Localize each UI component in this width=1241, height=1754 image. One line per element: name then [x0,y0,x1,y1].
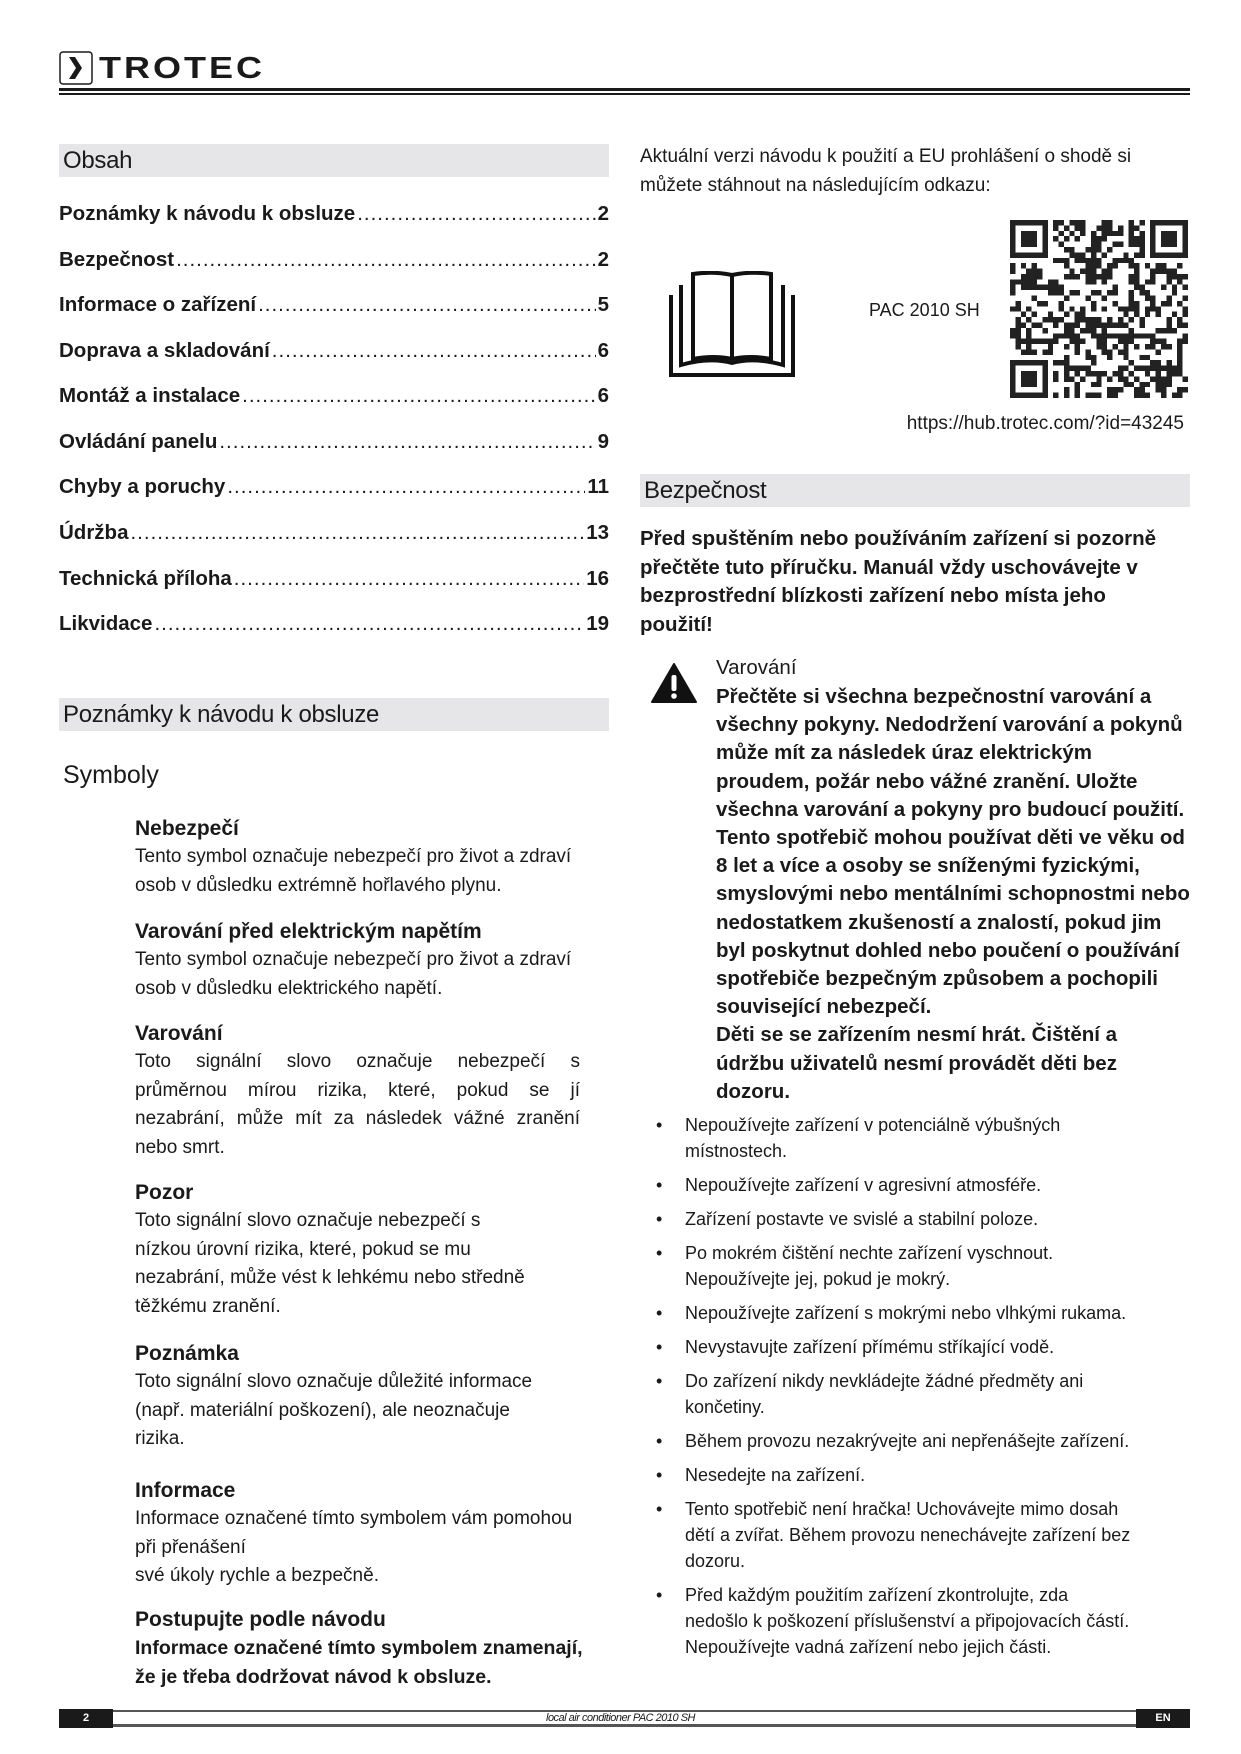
toc-leader-dots [176,248,596,272]
footer-doc-title: local air conditioner PAC 2010 SH [546,1712,695,1724]
toc-item-label: Chyby a poruchy [59,475,226,498]
symbol-description: Tento symbol označuje nebezpečí pro život a zdraví osob v důsledku elektrického napětí. [135,949,572,999]
toc-item[interactable] [59,293,609,319]
symbol-description: Toto signální slovo označuje nebezpečí s průměrnou mírou rizika, které, pokud se jí nezabrání, může mít za následek vážné zranění nebo smrt. [135,1051,580,1158]
header-rule [59,88,1190,91]
toc-heading: Obsah [59,144,609,177]
symbol-title: Varování před elektrickým napětím [135,920,482,943]
toc-leader-dots [227,475,585,499]
toc-item[interactable] [59,567,609,593]
toc-item[interactable] [59,475,609,501]
toc-item[interactable] [59,430,609,456]
download-url-link[interactable]: https://hub.trotec.com/?id=43245 [906,413,1184,434]
toc-item-page: 16 [586,567,609,590]
symbol-description: Toto signální slovo označuje nebezpečí s nízkou úrovní rizika, které, pokud se mu nezabrání, může vést k lehkému nebo středně těžkému zranění. [135,1210,525,1317]
toc-item-label: Bezpečnost [59,248,175,271]
list-item: • Do zařízení nikdy nevkládejte žádné předměty ani končetiny. [656,1368,1130,1420]
trotec-logo [59,51,265,85]
footer-page-number: 2 [59,1709,113,1728]
toc-item[interactable] [59,248,609,274]
symbol-title: Poznámka [135,1342,239,1365]
electric-voltage-warning-icon [69,924,117,966]
list-item: • Nesedejte na zařízení. [656,1462,1130,1488]
logo-chevron-icon [59,51,93,85]
toc-item-page: 2 [597,202,609,225]
header-rule-thin [59,93,1190,95]
warning-triangle-icon [69,1026,117,1068]
notes-heading: Poznámky k návodu k obsluze [59,698,609,731]
symbol-title: Informace [135,1479,236,1502]
toc-item-label: Informace o zařízení [59,293,257,316]
toc-item[interactable] [59,339,609,365]
manual-book-icon [669,271,795,377]
download-text: Aktuální verzi návodu k použití a EU prohlášení o shodě si můžete stáhnout na následujícím odkazu: [640,146,1132,196]
toc-item-page: 2 [597,248,609,271]
list-item: • Nevystavujte zařízení přímému stříkající vodě. [656,1334,1130,1360]
toc-leader-dots [258,293,596,317]
toc-item-label: Ovládání panelu [59,430,218,453]
list-item: • Nepoužívejte zařízení s mokrými nebo vlhkými rukama. [656,1300,1130,1326]
list-item: • Po mokrém čištění nechte zařízení vyschnout. Nepoužívejte jej, pokud je mokrý. [656,1240,1130,1292]
toc-item-label: Doprava a skladování [59,339,270,362]
toc-item-page: 13 [586,521,609,544]
toc-item[interactable] [59,612,609,638]
toc-item-page: 9 [597,430,609,453]
symbol-description: Toto signální slovo označuje důležité informace (např. materiální poškození), ale neoznačuje rizika. [135,1371,533,1449]
symbol-description: Tento symbol označuje nebezpečí pro život a zdraví osob v důsledku extrémně hořlavého plynu. [135,846,572,896]
safety-intro: Před spuštěním nebo používáním zařízení si pozorně přečtěte tuto příručku. Manuál vždy uschovávejte v bezprostřední blízkosti zařízení nebo místa jeho použití! [640,527,1157,637]
toc-item-page: 5 [597,293,609,316]
warning-title: Varování [716,656,797,679]
toc-item[interactable] [59,384,609,410]
toc-leader-dots [272,339,596,363]
symbol-title: Pozor [135,1181,194,1204]
safety-heading: Bezpečnost [640,474,1190,507]
model-label: PAC 2010 SH [869,300,980,320]
symbols-heading: Symboly [63,761,159,789]
footer-language: EN [1136,1709,1190,1728]
toc-leader-dots [357,202,595,226]
symbol-title: Postupujte podle návodu [135,1608,386,1631]
list-item: • Tento spotřebič není hračka! Uchovávejte mimo dosah dětí a zvířat. Během provozu nenechávejte zařízení bez dozoru. [656,1496,1130,1574]
list-item: • Zařízení postavte ve svislé a stabilní poloze. [656,1206,1130,1232]
symbol-description: Informace označené tímto symbolem vám pomohou při přenášení své úkoly rychle a bezpečně. [135,1508,573,1586]
safety-bullet-list [656,1112,1130,1668]
toc-item-label: Údržba [59,521,129,544]
toc-item-page: 6 [597,384,609,407]
toc-item-page: 19 [586,612,609,635]
warning-text: Přečtěte si všechna bezpečnostní varování a všechny pokyny. Nedodržení varování a pokynů může mít za následek úraz elektrickým proudem, požár nebo vážné zranění. Uložte všechna varování a pokyny pro budoucí použití. Tento spotřebič mohou používat děti ve věku od 8 let a více a osoby se sníženými fyzickými, smyslovými nebo mentálními schopnostmi nebo nedostatkem zkušeností a znalostí, pokud jim byl poskytnut dohled nebo poučení o používání spotřebiče bezpečným způsobem a pochopili související nebezpečí. Děti se se zařízením nesmí hrát. Čištění a údržbu uživatelů nesmí provádět děti bez dozoru. [716,685,1190,1103]
toc-item[interactable] [59,521,609,547]
list-item: • Nepoužívejte zařízení v agresivní atmosféře. [656,1172,1130,1198]
symbol-title: Varování [135,1022,223,1045]
caution-triangle-icon [69,1185,117,1227]
symbol-description: Informace označené tímto symbolem znamenají, že je třeba dodržovat návod k obsluze. [135,1637,583,1688]
toc-item-label: Poznámky k návodu k obsluze [59,202,356,225]
toc-leader-dots [130,521,584,545]
warning-triangle-icon [650,662,698,704]
toc-item[interactable] [59,202,609,228]
information-hand-icon [69,1483,117,1525]
toc-item-label: Montáž a instalace [59,384,241,407]
list-item: • Během provozu nezakrývejte ani nepřenášejte zařízení. [656,1428,1130,1454]
list-item: • Nepoužívejte zařízení v potenciálně výbušných místnostech. [656,1112,1130,1164]
symbol-title: Nebezpečí [135,817,239,840]
logo-text: TROTEC [99,50,265,85]
toc-item-page: 6 [597,339,609,362]
toc-leader-dots [234,567,584,591]
list-item: • Před každým použitím zařízení zkontrolujte, zda nedošlo k poškození příslušenství a připojovacích částí. Nepoužívejte vadná zařízení nebo jejich části. [656,1582,1130,1660]
toc-leader-dots [242,384,595,408]
toc-leader-dots [219,430,595,454]
toc-item-label: Technická příloha [59,567,232,590]
flammable-warning-icon [69,821,117,863]
toc-item-page: 11 [587,475,609,498]
qr-code[interactable] [1010,220,1188,398]
toc-item-label: Likvidace [59,612,153,635]
toc-leader-dots [154,612,584,636]
manual-book-icon [69,1612,117,1654]
